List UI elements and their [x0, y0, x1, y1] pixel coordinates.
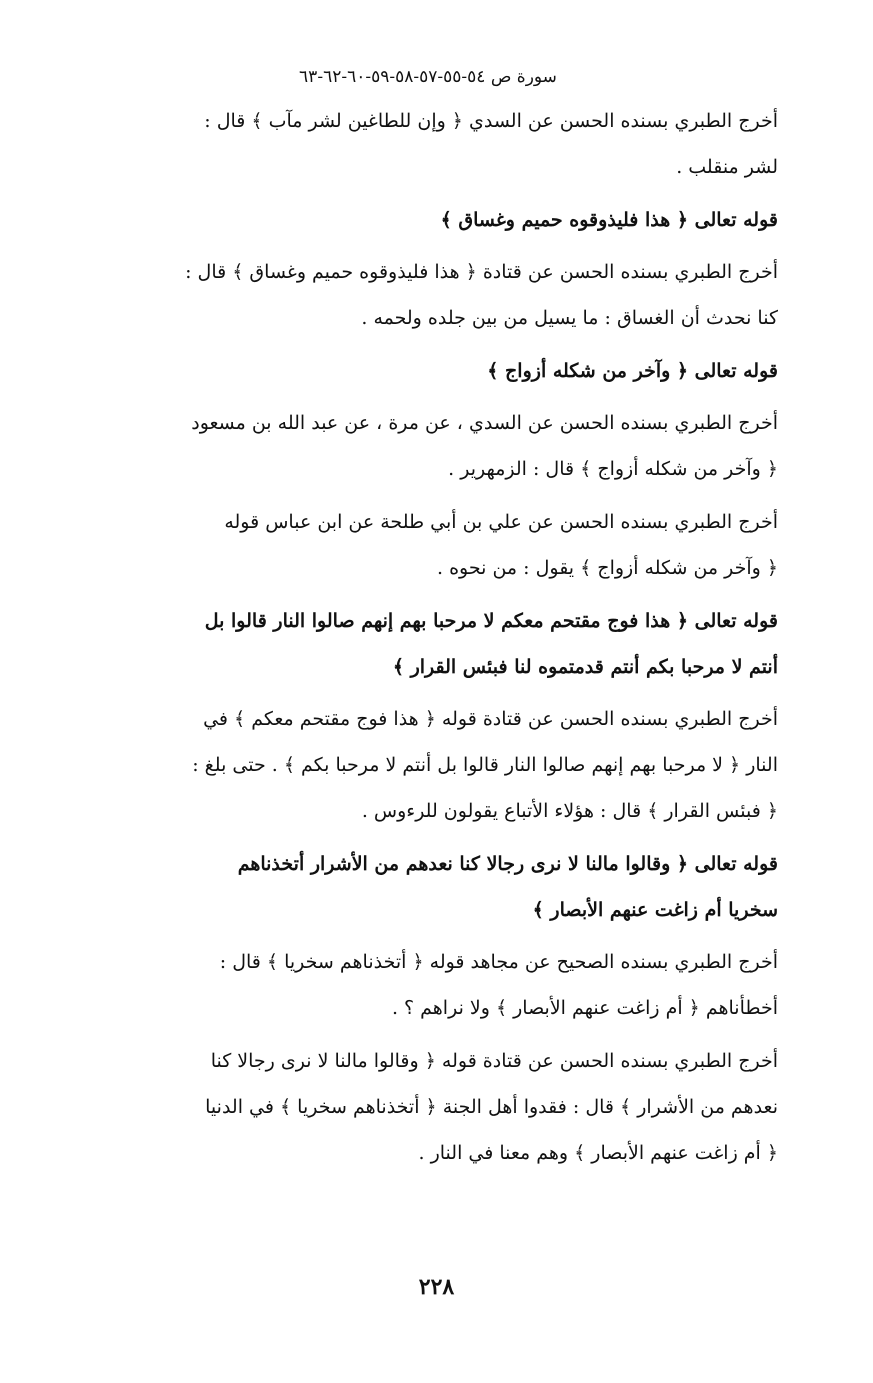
text-line: أخرج الطبري بسنده الحسن عن قتادة ﴿ هذا فليذوقوه حميم وغساق ﴾ قال :: [185, 261, 778, 283]
paragraph: [78, 400, 778, 492]
heading-line: قوله تعالى ﴿ وآخر من شكله أزواج ﴾: [487, 360, 778, 382]
paragraph: [78, 499, 778, 591]
heading-line: أنتم لا مرحبا بكم أنتم قدمتموه لنا فبئس القرار ﴾: [392, 656, 778, 678]
paragraph: [78, 939, 778, 1031]
text-line: ﴿ فبئس القرار ﴾ قال : هؤلاء الأتباع يقولون للرءوس .: [361, 800, 778, 822]
page-number: ٢٢٨: [418, 1274, 455, 1300]
text-line: أخطأناهم ﴿ أم زاغت عنهم الأبصار ﴾ ولا نراهم ؟ .: [391, 997, 778, 1019]
text-line: النار ﴿ لا مرحبا بهم إنهم صالوا النار قالوا بل أنتم لا مرحبا بكم ﴾ . حتى بلغ :: [192, 754, 778, 776]
section-heading: [78, 348, 778, 394]
text-line: أخرج الطبري بسنده الحسن عن قتادة قوله ﴿ هذا فوج مقتحم معكم ﴾ في: [203, 708, 778, 730]
paragraph: [78, 249, 778, 341]
heading-line: سخريا أم زاغت عنهم الأبصار ﴾: [532, 899, 778, 921]
text-line: نعدهم من الأشرار ﴾ قال : فقدوا أهل الجنة ﴿ أتخذناهم سخريا ﴾ في الدنيا: [205, 1096, 778, 1118]
text-line: لشر منقلب .: [676, 156, 778, 178]
heading-line: قوله تعالى ﴿ وقالوا مالنا لا نرى رجالا كنا نعدهم من الأشرار أتخذناهم: [237, 853, 778, 875]
heading-line: قوله تعالى ﴿ هذا فليذوقوه حميم وغساق ﴾: [440, 209, 778, 231]
text-line: ﴿ وآخر من شكله أزواج ﴾ يقول : من نحوه .: [437, 557, 778, 579]
section-heading: [78, 841, 778, 933]
heading-line: قوله تعالى ﴿ هذا فوج مقتحم معكم لا مرحبا بهم إنهم صالوا النار قالوا بل: [204, 610, 778, 632]
section-heading: [78, 598, 778, 690]
page-body: [78, 62, 778, 1183]
text-line: أخرج الطبري بسنده الحسن عن علي بن أبي طلحة عن ابن عباس قوله: [224, 511, 778, 533]
paragraph: [78, 1038, 778, 1176]
section-heading: [78, 197, 778, 243]
text-line: أخرج الطبري بسنده الحسن عن السدي ، عن مرة ، عن عبد الله بن مسعود: [191, 412, 778, 434]
text-line: أخرج الطبري بسنده الصحيح عن مجاهد قوله ﴿ أتخذناهم سخريا ﴾ قال :: [219, 951, 778, 973]
text-line: كنا نحدث أن الغساق : ما يسيل من بين جلده ولحمه .: [361, 307, 778, 329]
text-line: ﴿ أم زاغت عنهم الأبصار ﴾ وهم معنا في النار .: [418, 1142, 778, 1164]
text-line: أخرج الطبري بسنده الحسن عن السدي ﴿ وإن للطاغين لشر مآب ﴾ قال :: [204, 110, 778, 132]
paragraph: [78, 98, 778, 190]
text-line: ﴿ وآخر من شكله أزواج ﴾ قال : الزمهرير .: [448, 458, 778, 480]
page-content: [78, 98, 778, 1176]
text-line: أخرج الطبري بسنده الحسن عن قتادة قوله ﴿ وقالوا مالنا لا نرى رجالا كنا: [210, 1050, 778, 1072]
paragraph: [78, 696, 778, 834]
running-header: سورة ص ٥٤-٥٥-٥٧-٥٨-٥٩-٦٠-٦٢-٦٣: [299, 67, 557, 87]
